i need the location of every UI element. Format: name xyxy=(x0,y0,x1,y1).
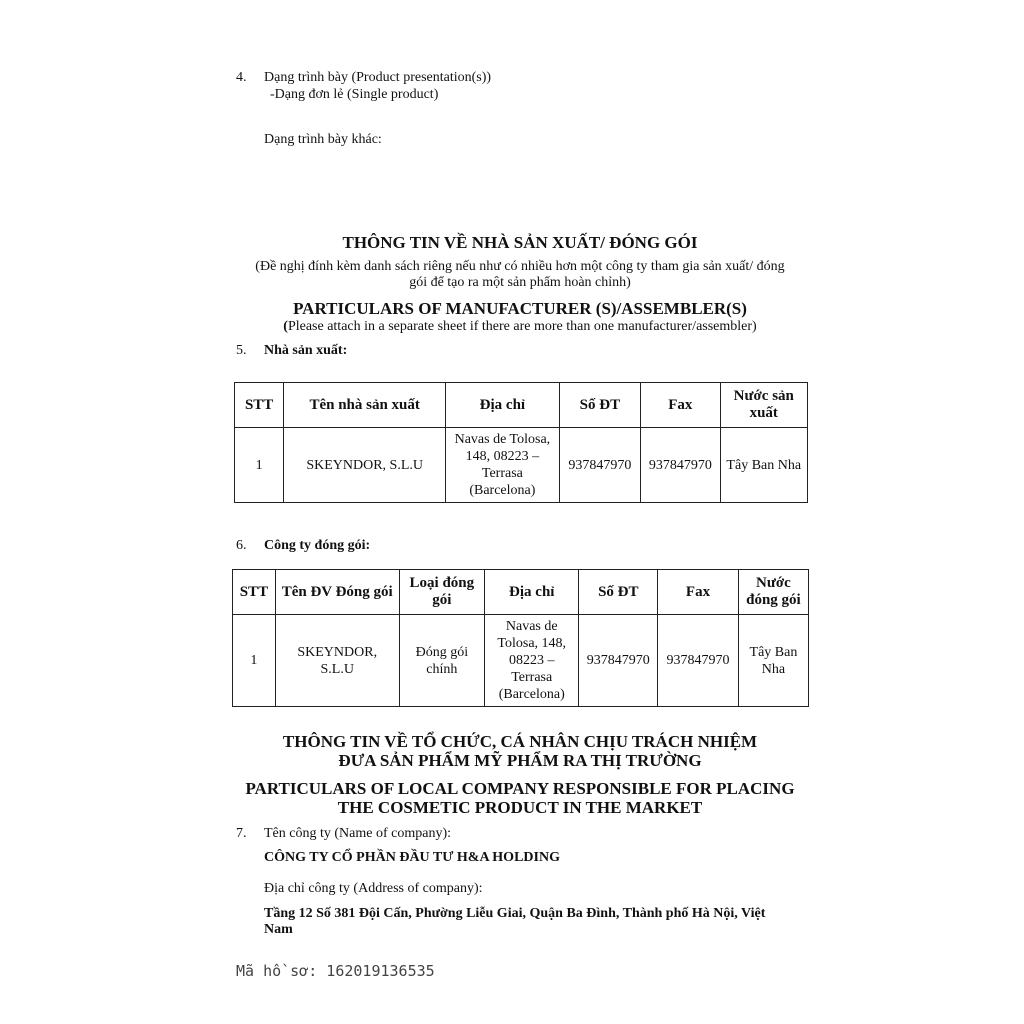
section-6-number: 6. xyxy=(236,538,247,553)
cell-country: Tây Ban Nha xyxy=(720,428,807,503)
company-address-label: Địa chỉ công ty (Address of company): xyxy=(264,881,483,896)
manufacturer-note-vn-2: gói để tạo ra một sản phẩm hoàn chỉnh) xyxy=(409,275,631,290)
section-5-number: 5. xyxy=(236,343,247,358)
cell-fax: 937847970 xyxy=(641,428,720,503)
header-stt: STT xyxy=(235,383,284,428)
header-stt: STT xyxy=(233,570,276,615)
header-phone: Số ĐT xyxy=(579,570,658,615)
cell-stt: 1 xyxy=(235,428,284,503)
header-country: Nước sản xuất xyxy=(720,383,807,428)
section-4-number: 4. xyxy=(236,70,247,85)
manufacturer-title-vn: THÔNG TIN VỀ NHÀ SẢN XUẤT/ ĐÓNG GÓI xyxy=(342,233,698,252)
cell-address: Navas de Tolosa, 148, 08223 – Terrasa (Barcelona) xyxy=(485,615,579,707)
cell-manufacturer-name: SKEYNDOR, S.L.U xyxy=(284,428,446,503)
cell-address: Navas de Tolosa, 148, 08223 – Terrasa (Barcelona) xyxy=(446,428,560,503)
header-fax: Fax xyxy=(641,383,720,428)
company-address-line-2: Nam xyxy=(264,922,293,937)
cell-phone: 937847970 xyxy=(559,428,640,503)
cell-fax: 937847970 xyxy=(658,615,739,707)
table-header-row xyxy=(235,383,808,428)
header-phone: Số ĐT xyxy=(559,383,640,428)
manufacturer-title-en: PARTICULARS OF MANUFACTURER (S)/ASSEMBLER(S) xyxy=(293,299,747,318)
manufacturer-label: Nhà sản xuất: xyxy=(264,343,348,358)
company-name-label: Tên công ty (Name of company): xyxy=(264,826,451,841)
local-company-title-en-2: THE COSMETIC PRODUCT IN THE MARKET xyxy=(337,798,703,817)
cell-stt: 1 xyxy=(233,615,276,707)
local-company-title-en-1: PARTICULARS OF LOCAL COMPANY RESPONSIBLE FOR PLACING xyxy=(245,779,795,798)
packaging-table xyxy=(232,569,809,707)
packaging-company-label: Công ty đóng gói: xyxy=(264,538,371,553)
header-packaging-type: Loại đóng gói xyxy=(399,570,484,615)
table-row xyxy=(235,428,808,503)
cell-phone: 937847970 xyxy=(579,615,658,707)
header-packer-name: Tên ĐV Đóng gói xyxy=(275,570,399,615)
cell-country: Tây Ban Nha xyxy=(738,615,808,707)
single-product-line: -Dạng đơn lẻ (Single product) xyxy=(270,87,439,102)
other-presentation-label: Dạng trình bày khác: xyxy=(264,132,382,147)
presentation-label: Dạng trình bày (Product presentation(s)) xyxy=(264,70,492,85)
manufacturer-note-en: (Please attach in a separate sheet if there are more than one manufacturer/assembler) xyxy=(283,319,757,334)
local-company-title-vn-2: ĐƯA SẢN PHẨM MỸ PHẨM RA THỊ TRƯỜNG xyxy=(338,751,702,770)
header-address: Địa chỉ xyxy=(485,570,579,615)
local-company-title-vn-1: THÔNG TIN VỀ TỔ CHỨC, CÁ NHÂN CHỊU TRÁCH NHIỆM xyxy=(282,732,758,751)
cell-packaging-type: Đóng gói chính xyxy=(399,615,484,707)
header-address: Địa chỉ xyxy=(446,383,560,428)
header-manufacturer-name: Tên nhà sản xuất xyxy=(284,383,446,428)
company-name: CÔNG TY CỔ PHẦN ĐẦU TƯ H&A HOLDING xyxy=(264,850,560,865)
header-fax: Fax xyxy=(658,570,739,615)
table-row xyxy=(233,615,809,707)
section-7-number: 7. xyxy=(236,826,247,841)
company-address-line-1: Tầng 12 Số 381 Đội Cấn, Phường Liễu Giai, Quận Ba Đình, Thành phố Hà Nội, Việt xyxy=(264,906,766,921)
header-packaging-country: Nước đóng gói xyxy=(738,570,808,615)
record-number: Mã hồ sơ: 162019136535 xyxy=(236,962,435,980)
manufacturer-table xyxy=(234,382,808,503)
manufacturer-note-vn-1: (Đề nghị đính kèm danh sách riêng nếu như có nhiều hơn một công ty tham gia sản xuất/ đóng xyxy=(255,259,785,274)
table-header-row xyxy=(233,570,809,615)
cell-packer-name: SKEYNDOR, S.L.U xyxy=(275,615,399,707)
